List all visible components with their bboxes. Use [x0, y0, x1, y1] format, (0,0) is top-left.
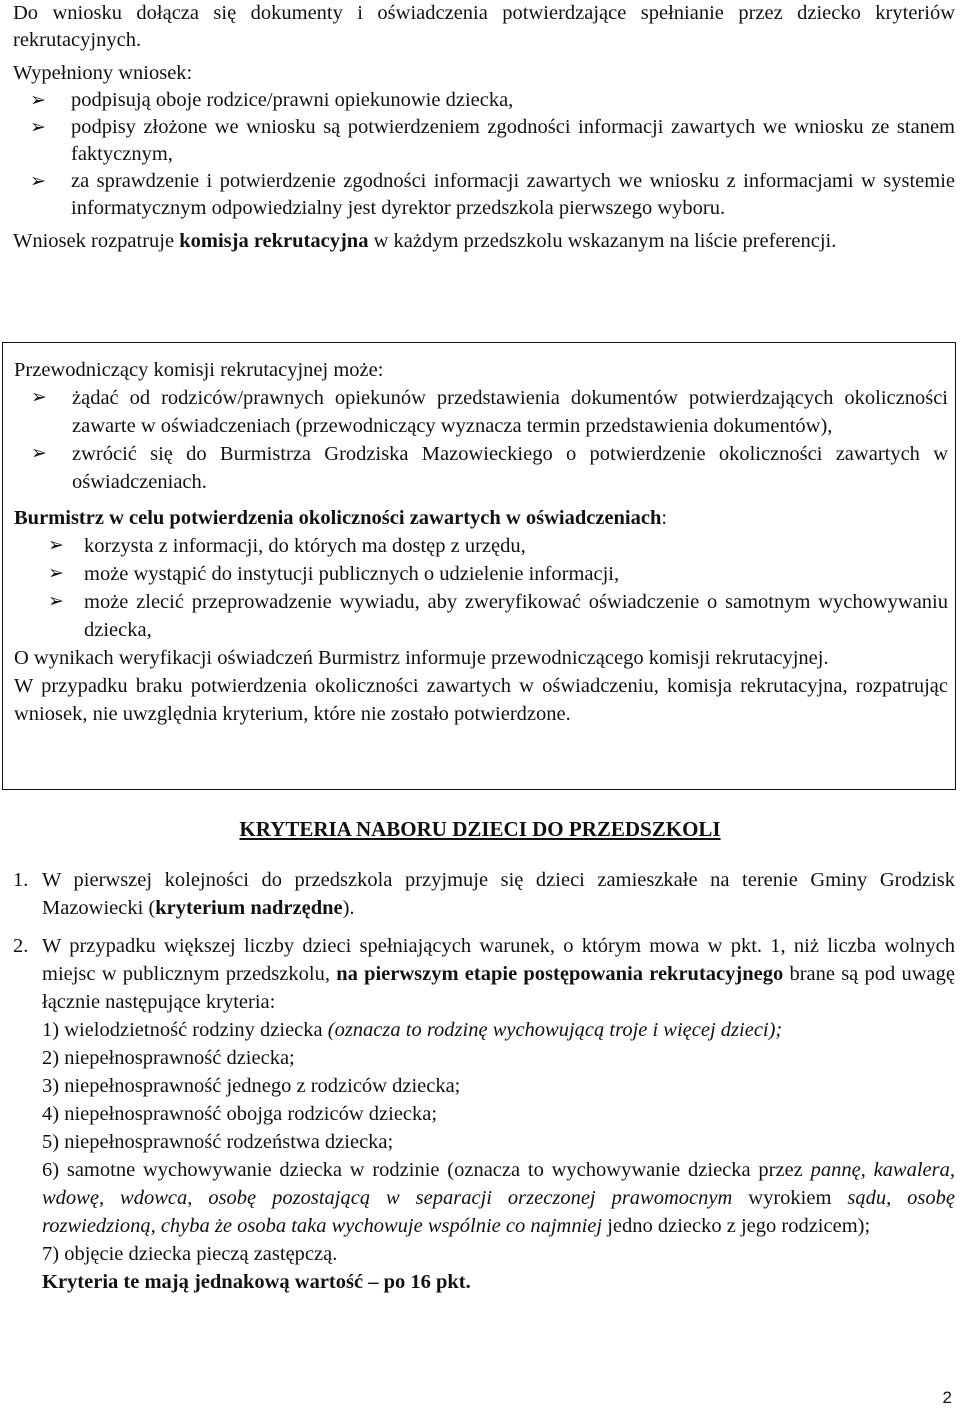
verification-box — [2, 342, 956, 790]
criterion-1: 1. W pierwszej kolejności do przedszkola przyjmuje się dzieci zamieszkałe na terenie Gminy Grodzisk Mazowiecki (kryterium nadrzędne). — [13, 869, 955, 919]
page-number: 2 — [942, 1388, 952, 1407]
filled-form-heading: Wypełniony wniosek: — [13, 62, 193, 84]
list-item: ➢ podpisy złożone we wniosku są potwierdzeniem zgodności informacji zawartych we wniosku ze stanem faktycznym, — [30, 116, 955, 165]
chevron-bullet-icon: ➢ — [48, 591, 64, 612]
sub-criterion: 7) objęcie dziecka pieczą zastępczą. — [42, 1243, 338, 1265]
chevron-bullet-icon: ➢ — [30, 117, 46, 138]
mayor-heading: Burmistrz w celu potwierdzenia okoliczności zawartych w oświadczeniach: — [14, 507, 668, 529]
list-item: ➢ korzysta z informacji, do których ma dostęp z urzędu, — [14, 532, 948, 560]
sub-criterion: 2) niepełnosprawność dziecka; — [42, 1047, 295, 1069]
chevron-bullet-icon: ➢ — [31, 443, 47, 464]
sub-criterion: 5) niepełnosprawność rodzeństwa dziecka; — [42, 1131, 394, 1153]
chevron-bullet-icon: ➢ — [31, 387, 47, 408]
sub-criterion: 4) niepełnosprawność obojga rodziców dziecka; — [42, 1103, 438, 1125]
chevron-bullet-icon: ➢ — [48, 535, 64, 556]
result-paragraph: O wynikach weryfikacji oświadczeń Burmistrz informuje przewodniczącego komisji rekrutacyjnej. — [14, 647, 829, 669]
list-item: ➢ może wystąpić do instytucji publicznych o udzielenie informacji, — [14, 560, 948, 588]
list-item: ➢ za sprawdzenie i potwierdzenie zgodności informacji zawartych we wniosku z informacjami w systemie informatycznym odpowiedzialny jest dyrektor przedszkola pierwszego wyboru. — [30, 170, 955, 219]
sub-criterion: 3) niepełnosprawność jednego z rodziców dziecka; — [42, 1075, 461, 1097]
unconfirmed-paragraph: W przypadku braku potwierdzenia okoliczności zawartych w oświadczeniu, komisja rekrutacyjna, rozpatrując wniosek, nie uwzględnia kryterium, które nie zostało potwierdzone. — [14, 675, 948, 725]
filled-form-list — [13, 87, 955, 222]
chair-heading: Przewodniczący komisji rekrutacyjnej może: — [14, 359, 384, 381]
list-item: ➢ może zlecić przeprowadzenie wywiadu, aby zweryfikować oświadczenie o samotnym wychowywaniu dziecka, — [14, 588, 948, 644]
criteria-title: KRYTERIA NABORU DZIECI DO PRZEDSZKOLI — [239, 817, 721, 841]
criteria-summary: Kryteria te mają jednakową wartość – po 16 pkt. — [42, 1271, 471, 1293]
list-item: ➢ zwrócić się do Burmistrza Grodziska Mazowieckiego o potwierdzenie okoliczności zawartych w oświadczeniach. — [14, 440, 948, 496]
commission-paragraph: Wniosek rozpatruje komisja rekrutacyjna w każdym przedszkolu wskazanym na liście preferencji. — [13, 230, 837, 252]
criterion-2: 2. W przypadku większej liczby dzieci spełniających warunek, o którym mowa w pkt. 1, niż liczba wolnych miejsc w publicznym przedszkolu, na pierwszym etapie postępowania rekrutacyjnego brane są pod uwagę łącznie następujące kryteria: 1) wielodzietność rodziny dziecka (oznacza to rodzinę wychowującą troje i więcej dzieci); 2) niepełnosprawność dziecka; 3) niepełnosprawność jednego z rodziców dziecka; 4) niepełnosprawność obojga rodziców dziecka; 5) niepełnosprawność rodzeństwa dziecka; 6) samotne wychowywanie dziecka w rodzinie (oznacza to wychowywanie dziecka przez pannę, kawalera, wdowę, wdowca, osobę pozostającą w separacji orzeczonej prawomocnym wyrokiem sądu, osobę rozwiedzioną, chyba że osoba taka wychowuje wspólnie co najmniej jedno dziecko z jego rodzicem); 7) objęcie dziecka pieczą zastępczą. Kryteria te mają jednakową wartość – po 16 pkt. — [13, 932, 955, 1296]
intro-section — [13, 0, 955, 255]
criteria-section — [13, 866, 955, 1296]
sub-criterion: 1) wielodzietność rodziny dziecka (oznacza to rodzinę wychowującą troje i więcej dzieci); — [42, 1019, 783, 1041]
chair-list — [14, 384, 948, 496]
intro-text: Do wniosku dołącza się dokumenty i oświadczenia potwierdzające spełnianie przez dziecko kryteriów rekrutacyjnych. — [13, 2, 955, 51]
list-item: ➢ podpisują oboje rodzice/prawni opiekunowie dziecka, — [13, 87, 955, 114]
chevron-bullet-icon: ➢ — [30, 90, 46, 111]
sub-criterion: 6) samotne wychowywanie dziecka w rodzinie (oznacza to wychowywanie dziecka przez pannę, kawalera, wdowę, wdowca, osobę pozostającą w separacji orzeczonej prawomocnym wyrokiem sądu, osobę rozwiedzioną, chyba że osoba taka wychowuje wspólnie co najmniej jedno dziecko z jego rodzicem); — [42, 1159, 956, 1237]
verification-box-content — [14, 356, 948, 728]
chevron-bullet-icon: ➢ — [30, 171, 46, 192]
list-item: ➢ żądać od rodziców/prawnych opiekunów przedstawienia dokumentów potwierdzających okoliczności zawarte w oświadczeniach (przewodniczący wyznacza termin przedstawienia dokumentów), — [14, 384, 948, 440]
mayor-list — [14, 532, 948, 644]
chevron-bullet-icon: ➢ — [48, 563, 64, 584]
